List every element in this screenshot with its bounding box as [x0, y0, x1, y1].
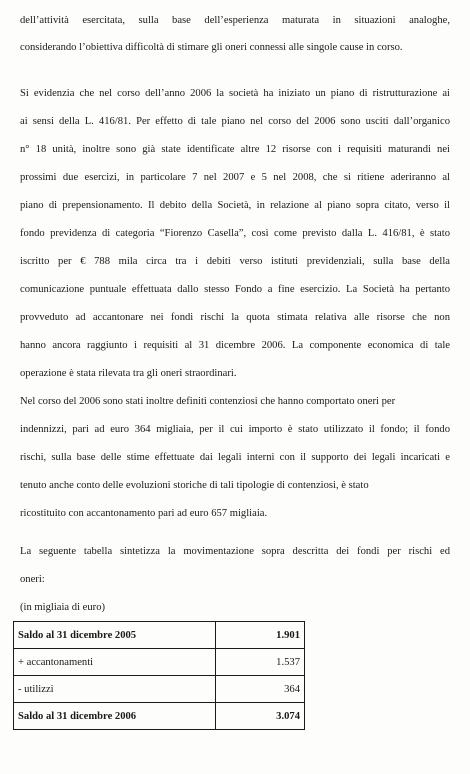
paragraph-2-line-4: prossimi due esercizi, in particolare 7 nel 2007 e 5 nel 2008, che si ritiene aderiranno al: [20, 172, 450, 183]
paragraph-1-line-2: considerando l’obiettiva difficoltà di stimare gli oneri connessi alle singole cause in corso.: [20, 42, 403, 53]
table-row: [14, 649, 305, 676]
row-amount: 1.901: [216, 622, 305, 649]
paragraph-3-line-5: ricostituito con accantonamento pari ad euro 657 migliaia.: [20, 508, 268, 519]
paragraph-2-line-5: piano di prepensionamento. Il debito della Società, in relazione al piano sopra citato, verso il: [20, 200, 450, 211]
row-label: Saldo al 31 dicembre 2006: [14, 703, 216, 730]
paragraph-4-line-1: La seguente tabella sintetizza la movimentazione sopra descritta dei fondi per rischi ed: [20, 546, 450, 557]
row-label: - utilizzi: [14, 676, 216, 703]
row-label: Saldo al 31 dicembre 2005: [14, 622, 216, 649]
table-row: [14, 622, 305, 649]
paragraph-2-line-3: n° 18 unità, inoltre sono già state identificate altre 12 risorse con i requisiti maturandi nei: [20, 144, 450, 155]
paragraph-2-line-11: operazione è stata rilevata tra gli oneri straordinari.: [20, 368, 237, 379]
paragraph-3-line-4: tenuto anche conto delle evoluzioni storiche di tali tipologie di contenziosi, è stato: [20, 480, 369, 491]
table-row: [14, 703, 305, 730]
paragraph-3-line-1: Nel corso del 2006 sono stati inoltre definiti contenziosi che hanno comportato oneri per: [20, 396, 396, 407]
paragraph-2-line-9: provveduto ad accantonare nei fondi rischi la quota stimata relativa alle risorse che non: [20, 312, 450, 323]
provisions-table: [13, 621, 305, 730]
paragraph-2-line-10: hanno ancora raggiunto i requisiti al 31 dicembre 2006. La componente economica di tale: [20, 340, 450, 351]
paragraph-1-line-1: dell’attività esercitata, sulla base dell’esperienza maturata in situazioni analoghe,: [20, 15, 450, 26]
row-amount: 3.074: [216, 703, 305, 730]
paragraph-3-line-2: indennizzi, pari ad euro 364 migliaia, per il cui importo è stato utilizzato il fondo; il fondo: [20, 424, 450, 435]
paragraph-2-line-8: comunicazione puntuale effettuata dallo stesso Fondo a fine esercizio. La Società ha pertanto: [20, 284, 450, 295]
table-row: [14, 676, 305, 703]
row-amount: 1.537: [216, 649, 305, 676]
paragraph-2-line-1: Si evidenzia che nel corso dell’anno 2006 la società ha iniziato un piano di ristrutturazione ai: [20, 88, 450, 99]
paragraph-2-line-2: ai sensi della L. 416/81. Per effetto di tale piano nel corso del 2006 sono usciti dall’organico: [20, 116, 450, 127]
row-amount: 364: [216, 676, 305, 703]
row-label: + accantonamenti: [14, 649, 216, 676]
paragraph-4-line-2: oneri:: [20, 574, 45, 585]
table-caption: (in migliaia di euro): [20, 602, 106, 613]
paragraph-2-line-6: fondo previdenza di categoria “Fiorenzo Casella”, così come previsto dalla L. 416/81, è stato: [20, 228, 450, 239]
paragraph-3-line-3: rischi, sulla base delle stime effettuate dai legali interni con il supporto dei legali incaricati e: [20, 452, 450, 463]
paragraph-2-line-7: iscritto per € 788 mila circa tra i debiti verso istituti previdenziali, sulla base della: [20, 256, 450, 267]
